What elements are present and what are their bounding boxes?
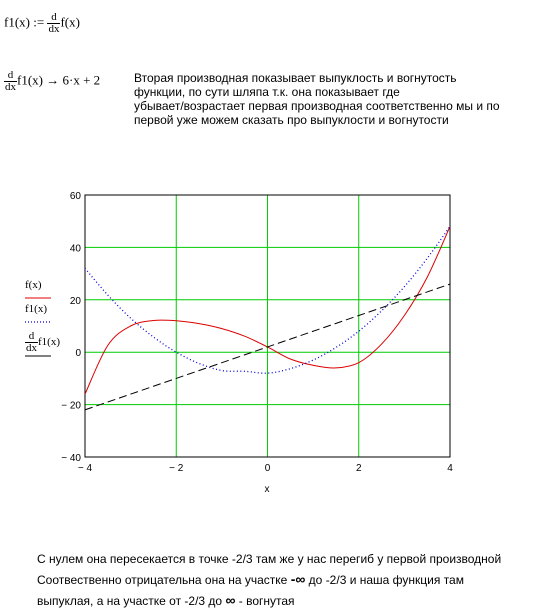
x-tick-label: 2: [355, 463, 362, 474]
derivative-expr: f1(x): [17, 72, 43, 88]
legend-f1-label: f1(x): [25, 303, 47, 315]
note-line: первой уже можем сказать про выпуклости и вогнутости: [134, 113, 449, 127]
y-tick-label: 0: [75, 348, 81, 360]
legend-f1: [25, 303, 51, 327]
conclusion-line: Соотвественно отрицательна она на участке -∞ до -2/3 и наша функция там: [37, 571, 464, 587]
y-tick-label: 60: [69, 191, 81, 202]
derivative-operator: $\frac{d}{dx}$: [5, 69, 16, 93]
y-tick-label: − 20: [61, 400, 81, 412]
note-line: функции, по сути шляпа т.к. она показывает где: [134, 85, 400, 99]
minus-infinity-symbol: -∞: [290, 571, 306, 587]
legend-f: [25, 279, 51, 303]
legend-d2-label: f1(x): [38, 336, 60, 349]
y-tick-label: 40: [69, 243, 81, 255]
x-tick-label: 0: [264, 463, 271, 474]
legend-d2-operator: $\frac{d}{dx}$: [26, 330, 37, 354]
y-tick-label: 20: [69, 295, 81, 307]
definition-lhs: f1(x) :=: [4, 14, 45, 30]
legend-f-label: f(x): [25, 279, 42, 291]
arrow-icon: →: [46, 72, 60, 88]
definition-derivative-operator: $\frac{d}{dx}$: [48, 11, 60, 35]
x-axis-label: x: [264, 484, 270, 495]
infinity-symbol: ∞: [225, 592, 236, 608]
y-tick-label: − 40: [61, 453, 81, 464]
legend-f-swatch: [25, 296, 51, 300]
grid-lines: [85, 195, 450, 457]
legend-f1-swatch: [25, 320, 51, 324]
conclusion-line: С нулем она пересекается в точке -2/3 там же у нас перегиб у первой производной: [37, 552, 502, 566]
conclusion-line: выпуклая, а на участке от -2/3 до ∞ - вогнутая: [37, 592, 295, 608]
x-tick-label: − 2: [169, 463, 184, 474]
legend-d2: [25, 331, 60, 358]
conclusion-text[interactable]: [37, 549, 542, 611]
note-line: Вторая производная показывает выпуклость и вогнутость: [134, 71, 457, 85]
definition-rhs: f(x): [60, 14, 80, 30]
derivative-result: 6·x + 2: [62, 72, 101, 88]
legend-d2-swatch: [25, 354, 51, 358]
x-tick-label: 4: [447, 463, 453, 474]
note-line: убывает/возрастает первая производная соответственно мы и по: [134, 99, 500, 113]
x-tick-label: − 4: [77, 463, 93, 474]
